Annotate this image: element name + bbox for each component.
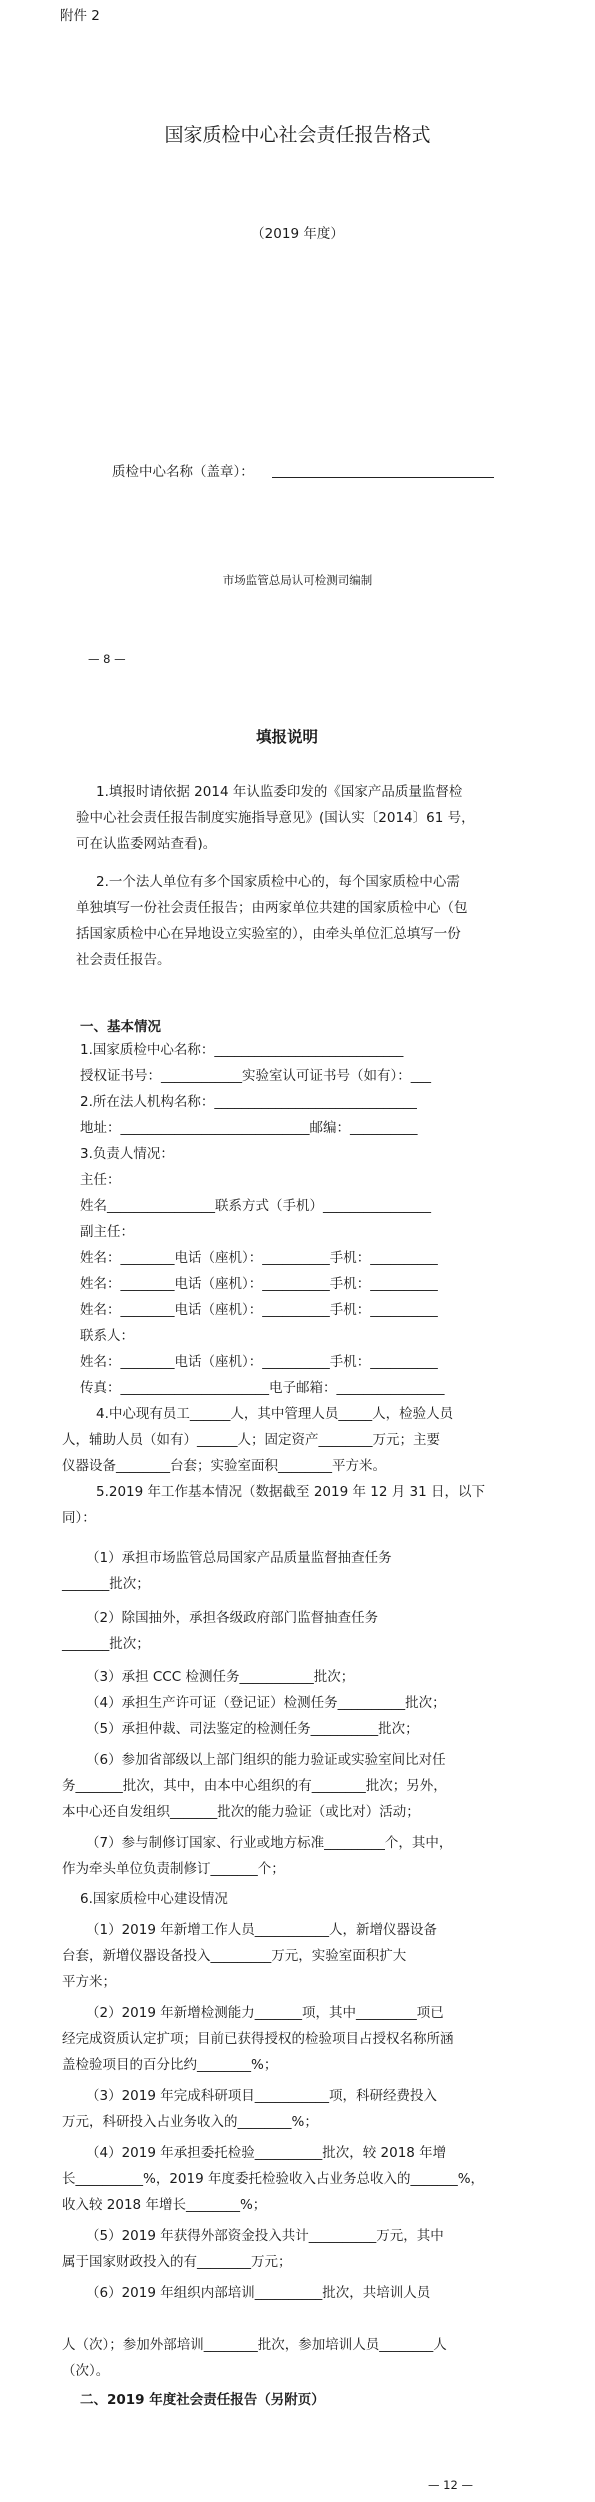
form-line: 本中心还自发组织_______批次的能力验证（或比对）活动； xyxy=(62,1804,420,1820)
form-line: 姓名：________电话（座机）：__________手机：__________ xyxy=(80,1354,438,1370)
form-line: 仪器设备________台套；实验室面积________平方米。 xyxy=(62,1458,386,1474)
form-line: 长__________%，2019 年度委托检验收入占业务总收入的_______%， xyxy=(62,2171,485,2187)
form-line: （1）2019 年新增工作人员___________人，新增仪器设备 xyxy=(86,1922,437,1938)
cover-year: （2019 年度） xyxy=(251,226,344,242)
cover-title: 国家质检中心社会责任报告格式 xyxy=(164,124,431,146)
center-name-label: 质检中心名称（盖章）： xyxy=(112,464,254,480)
form-line: 人，辅助人员（如有）______人；固定资产________万元；主要 xyxy=(62,1432,440,1448)
form-line: 授权证书号：____________实验室认可证书号（如有）：___ xyxy=(80,1068,431,1084)
form-line: 台套，新增仪器设备投入_________万元，实验室面积扩大 xyxy=(62,1948,407,1964)
form-line: 地址：____________________________邮编：__________ xyxy=(80,1120,418,1136)
form-line: 万元，科研投入占业务收入的________%； xyxy=(62,2114,318,2130)
form-line: 属于国家财政投入的有________万元； xyxy=(62,2254,292,2270)
form-line: （5）承担仲裁、司法鉴定的检测任务__________批次； xyxy=(86,1721,419,1737)
instruction-line: 2.一个法人单位有多个国家质检中心的，每个国家质检中心需 xyxy=(96,874,460,890)
form-line: （6）参加省部级以上部门组织的能力验证或实验室间比对任 xyxy=(86,1752,446,1768)
section1-heading: 一、基本情况 xyxy=(80,1019,161,1035)
form-line: 收入较 2018 年增长________%； xyxy=(62,2197,267,2213)
instruction-line: 括国家质检中心在异地设立实验室的），由牵头单位汇总填写一份 xyxy=(76,926,461,942)
form-line: （3）2019 年完成科研项目___________项，科研经费投入 xyxy=(86,2088,437,2104)
form-line: 经完成资质认定扩项；目前已获得授权的检验项目占授权名称所涵 xyxy=(62,2031,454,2047)
instruction-line: 单独填写一份社会责任报告；由两家单位共建的国家质检中心（包 xyxy=(76,900,468,916)
instruction-line: 可在认监委网站查看)。 xyxy=(76,836,217,852)
form-line: 平方米； xyxy=(62,1974,116,1990)
form-line: 姓名：________电话（座机）：__________手机：__________ xyxy=(80,1276,438,1292)
page-number-12: — 12 — xyxy=(428,2478,473,2492)
form-line: （6）2019 年组织内部培训__________批次，共培训人员 xyxy=(86,2285,431,2301)
instruction-line: 1.填报时请依据 2014 年认监委印发的《国家产品质量监督检 xyxy=(96,784,463,800)
form-line: 6.国家质检中心建设情况 xyxy=(80,1891,228,1907)
form-line: （4）承担生产许可证（登记证）检测任务__________批次； xyxy=(86,1695,446,1711)
instruction-line: 验中心社会责任报告制度实施指导意见》(国认实〔2014〕61 号， xyxy=(76,810,475,826)
form-line: 2.所在法人机构名称：______________________________ xyxy=(80,1094,417,1110)
attachment-label: 附件 2 xyxy=(60,8,100,24)
form-line: 姓名________________联系方式（手机）________________ xyxy=(80,1198,431,1214)
form-line: 3.负责人情况： xyxy=(80,1146,174,1162)
form-line: 4.中心现有员工______人，其中管理人员_____人，检验人员 xyxy=(96,1406,454,1422)
form-line: 副主任： xyxy=(80,1224,134,1240)
form-line: 人（次）；参加外部培训________批次，参加培训人员________人 xyxy=(62,2337,447,2353)
form-line: _______批次； xyxy=(62,1576,150,1592)
form-line: 作为牵头单位负责制修订_______个； xyxy=(62,1861,285,1877)
form-line: 5.2019 年工作基本情况（数据截至 2019 年 12 月 31 日，以下 xyxy=(96,1484,485,1500)
instructions-heading: 填报说明 xyxy=(256,728,319,746)
section2-heading: 二、2019 年度社会责任报告（另附页） xyxy=(80,2392,325,2408)
form-line: 务_______批次，其中，由本中心组织的有________批次；另外， xyxy=(62,1778,447,1794)
form-line: 1.国家质检中心名称：____________________________ xyxy=(80,1042,404,1058)
form-line: _______批次； xyxy=(62,1636,150,1652)
form-line: （次）。 xyxy=(62,2363,110,2379)
form-line: 同）： xyxy=(62,1510,96,1526)
form-line: （2）除国抽外，承担各级政府部门监督抽查任务 xyxy=(86,1610,379,1626)
compiler-note: 市场监管总局认可检测司编制 xyxy=(222,573,373,587)
form-line: （4）2019 年承担委托检验__________批次，较 2018 年增 xyxy=(86,2145,447,2161)
form-line: （1）承担市场监管总局国家产品质量监督抽查任务 xyxy=(86,1550,392,1566)
form-line: 传真：______________________电子邮箱：________________ xyxy=(80,1380,445,1396)
instruction-line: 社会责任报告。 xyxy=(76,952,171,968)
form-line: 主任： xyxy=(80,1172,121,1188)
form-line: 盖检验项目的百分比约________%； xyxy=(62,2057,278,2073)
form-line: 姓名：________电话（座机）：__________手机：__________ xyxy=(80,1250,438,1266)
form-line: 联系人： xyxy=(80,1328,134,1344)
form-line: 姓名：________电话（座机）：__________手机：__________ xyxy=(80,1302,438,1318)
form-line: （5）2019 年获得外部资金投入共计__________万元，其中 xyxy=(86,2228,444,2244)
form-line: （7）参与制修订国家、行业或地方标准_________个，其中， xyxy=(86,1835,453,1851)
center-name-blank xyxy=(272,477,494,478)
form-line: （3）承担 CCC 检测任务___________批次； xyxy=(86,1669,355,1685)
page-number-8: — 8 — xyxy=(88,652,126,666)
form-line: （2）2019 年新增检测能力_______项，其中_________项已 xyxy=(86,2005,444,2021)
